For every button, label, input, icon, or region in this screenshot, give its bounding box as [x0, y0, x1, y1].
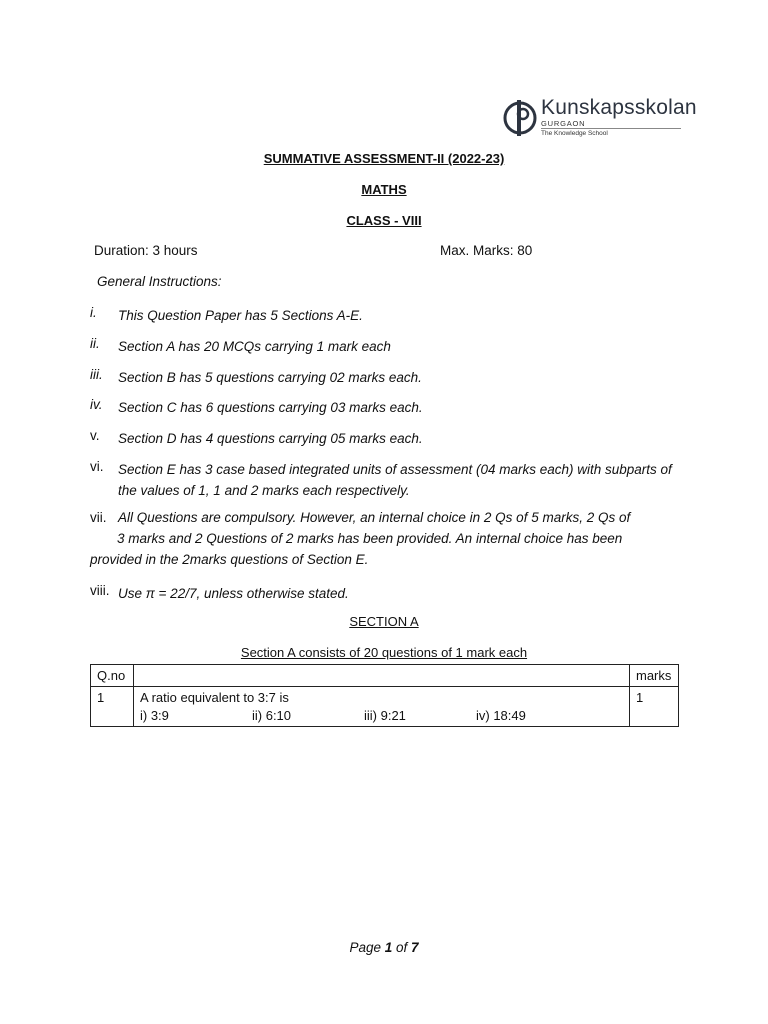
- page-total: 7: [411, 940, 419, 955]
- instruction-number: vii.: [90, 510, 107, 525]
- instruction-text: Section E has 3 case based integrated units of assessment (04 marks each) with subparts of the values of 1, 1 and 2 marks each respectively.: [118, 462, 672, 498]
- page-number: 1: [384, 940, 393, 955]
- instruction-text-line1: All Questions are compulsory. However, an internal choice in 2 Qs of 5 marks, 2 Qs of: [118, 510, 631, 525]
- instruction-text: Section D has 4 questions carrying 05 marks each.: [118, 431, 423, 446]
- instruction-text: Use π = 22/7, unless otherwise stated.: [118, 586, 349, 601]
- option-2: ii) 6:10: [252, 708, 292, 723]
- logo-name: Kunskapsskolan: [541, 96, 697, 119]
- subject-title: MATHS: [361, 182, 407, 197]
- logo-divider: [541, 128, 681, 129]
- instruction-text: This Question Paper has 5 Sections A-E.: [118, 308, 363, 323]
- section-title: SECTION A: [349, 614, 419, 629]
- instruction-text-line2: 3 marks and 2 Questions of 2 marks has been provided. An internal choice has been: [117, 531, 623, 546]
- header-marks: marks: [630, 665, 679, 687]
- logo-tagline: The Knowledge School: [541, 130, 608, 137]
- question-text: A ratio equivalent to 3:7 is: [140, 690, 289, 705]
- page-footer: [0, 940, 768, 955]
- page-of: of: [396, 940, 408, 955]
- options-row: [140, 708, 623, 723]
- max-marks-text: Max. Marks: 80: [440, 243, 533, 258]
- instruction-number: viii.: [90, 583, 110, 598]
- question-table: [90, 664, 679, 727]
- instruction-number: ii.: [90, 336, 100, 351]
- instruction-item: [90, 510, 690, 574]
- instruction-text-line3: provided in the 2marks questions of Section E.: [90, 552, 369, 567]
- school-logo: [503, 96, 697, 142]
- instruction-number: vi.: [90, 459, 104, 474]
- duration-text: Duration: 3 hours: [94, 243, 198, 258]
- question-cell: [134, 687, 630, 727]
- option-3: iii) 9:21: [364, 708, 406, 723]
- instruction-text: Section C has 6 questions carrying 03 marks each.: [118, 400, 423, 415]
- instruction-text: Section A has 20 MCQs carrying 1 mark each: [118, 339, 391, 354]
- section-subtitle: Section A consists of 20 questions of 1 mark each: [240, 645, 528, 660]
- kunskapsskolan-logo-icon: [503, 96, 537, 140]
- table-header-row: [91, 665, 679, 687]
- class-title: CLASS - VIII: [346, 213, 422, 228]
- instruction-number: iv.: [90, 397, 103, 412]
- instruction-number: iii.: [90, 367, 103, 382]
- header-qno: Q.no: [91, 665, 134, 687]
- option-1: i) 3:9: [140, 708, 169, 723]
- page-prefix: Page: [349, 940, 381, 955]
- logo-city: GURGAON: [541, 119, 586, 128]
- exam-title: SUMMATIVE ASSESSMENT-II (2022-23): [263, 151, 505, 166]
- option-4: iv) 18:49: [476, 708, 526, 723]
- header-question: [134, 665, 630, 687]
- instruction-text: Section B has 5 questions carrying 02 marks each.: [118, 370, 422, 385]
- instruction-number: v.: [90, 428, 100, 443]
- instruction-number: i.: [90, 305, 97, 320]
- general-instructions-heading: General Instructions:: [97, 274, 222, 289]
- table-row: [91, 687, 679, 727]
- question-marks: 1: [630, 687, 679, 727]
- question-number: 1: [91, 687, 134, 727]
